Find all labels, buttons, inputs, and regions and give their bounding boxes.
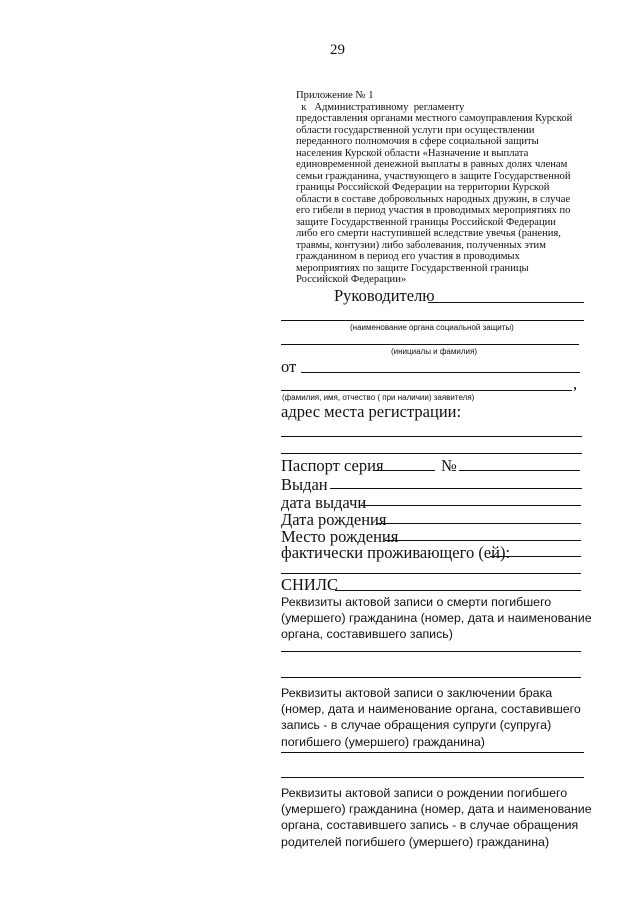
death-record-line: Реквизиты актовой записи о смерти погибшего [281,595,552,609]
death-record-text [281,594,591,643]
issue-date-line [361,505,581,506]
issued-line [330,488,582,489]
comma-mark: , [573,374,578,393]
birth-record-line: родителей погибшего (умершего) гражданина) [281,834,550,849]
birth-record-line: органа, составившего запись - в случае обращения [281,818,579,833]
caption-initials: (инициалы и фамилия) [391,347,477,356]
annex-line: переданного полномочия в сфере социальной защиты [296,136,539,147]
applicant-name-line [301,372,580,373]
address-line-1 [281,436,582,437]
birth-date-label: Дата рождения [281,510,387,529]
annex-line: Российской Федерации» [296,274,407,285]
death-record-line: (умершего) гражданина (номер, дата и наименование [281,611,592,626]
passport-label: Паспорт серия [281,456,384,475]
annex-line: травмы, контузии) либо заболевания, полученных этим [296,239,546,251]
death-record-line: органа, составившего запись) [281,627,453,642]
birth-place-label: Место рождения [281,527,399,546]
annex-line: либо его смерти наступившей вследствие увечья (ранения, [296,228,561,239]
snils-label: СНИЛС [281,575,339,594]
death-record-line-2 [281,677,581,678]
marriage-record-text [281,685,591,750]
issue-date-label: дата выдачи [281,493,367,512]
annex-line: семьи гражданина, участвующего в защите Государственной [296,170,571,182]
marriage-record-line: Реквизиты актовой записи о заключении брака [281,686,553,700]
address-line-2 [281,453,582,454]
residing-label: фактически проживающего (ей): [281,543,511,562]
caption-applicant: (фамилия, имя, отчество ( при наличии) заявителя) [282,393,475,402]
birth-record-text [281,785,591,850]
organ-name-line [281,320,584,321]
from-label: от [281,357,297,376]
page-number: 29 [330,42,345,58]
annex-line: области государственной услуги при осуществлении [296,124,535,136]
birth-record-line: (умершего) гражданина (номер, дата и наименование [281,802,592,817]
caption-organ: (наименование органа социальной защиты) [350,323,514,332]
birth-date-line [376,523,581,524]
marriage-record-line: (номер, дата и наименование органа, составившего [281,702,581,717]
passport-number-line [459,470,580,471]
annex-line: предоставления органами местного самоуправления Курской [296,113,573,124]
annex-header [296,90,596,286]
initials-line [281,344,579,345]
birth-record-line: Реквизиты актовой записи о рождении погибшего [281,786,568,800]
annex-line: мероприятиях по защите Государственной границы [296,262,529,274]
annex-line: Приложение № 1 [296,90,374,101]
death-record-line-1 [281,651,581,652]
annex-line: гражданином в период его участия в проводимых [296,251,520,262]
annex-line: его гибели в период участия в проводимых мероприятиях по [296,205,571,216]
addressee-label: Руководителю [334,286,435,305]
applicant-name-line-2 [281,390,572,391]
address-label: адрес места регистрации: [281,402,462,421]
annex-line: границы Российской Федерации на территории Курской [296,182,550,193]
residing-line-2 [281,573,581,574]
annex-line: к Административному регламенту [296,101,465,113]
marriage-record-line: погибшего (умершего) гражданина) [281,734,485,749]
marriage-record-line-1 [281,752,584,753]
annex-line: единовременной денежной выплаты в равных долях членам [296,159,568,170]
passport-series-line [375,470,435,471]
marriage-record-line-2 [281,777,584,778]
issued-label: Выдан [281,475,328,494]
annex-line: населения Курской области «Назначение и выплата [296,147,529,159]
residing-line [490,556,581,557]
marriage-record-line: запись - в случае обращения супруги (супруга) [281,718,552,733]
number-sign: № [441,456,457,475]
snils-line [335,590,581,591]
birth-place-line [385,540,581,541]
annex-line: защите Государственной границы Российской Федерации [296,216,556,228]
addressee-head-line [428,302,584,303]
annex-line: области в составе добровольных народных дружин, в случае [296,193,571,205]
